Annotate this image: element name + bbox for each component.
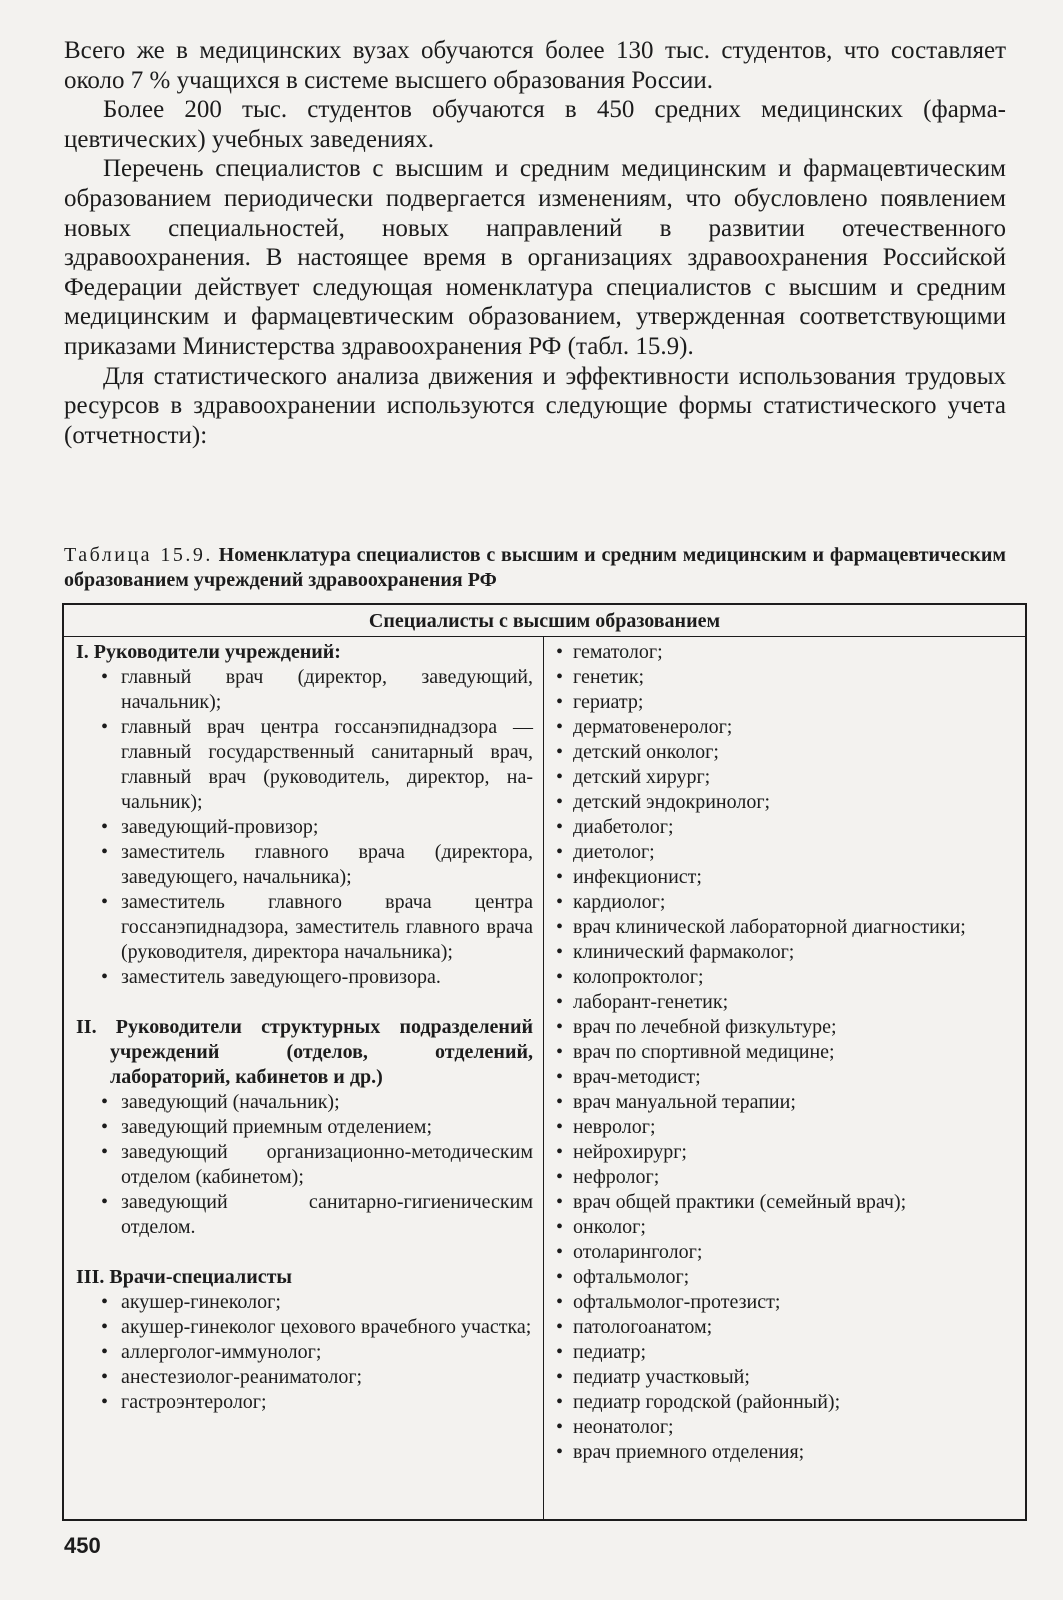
list-item: • невролог;: [556, 1115, 1017, 1140]
list-item: • нефролог;: [556, 1165, 1017, 1190]
list-item: • диетолог;: [556, 840, 1017, 865]
table-caption: [64, 543, 1006, 593]
list-item: • врач мануальной терапии;: [556, 1090, 1017, 1115]
list-item: • аллерголог-иммунолог;: [76, 1340, 533, 1365]
list-item: • заместитель главного врача (директора, заведующего, начальника);: [76, 840, 533, 890]
section-title: III. Врачи-специалисты: [76, 1266, 293, 1288]
paragraph: Для статистического анализа движения и эффективности использования трудовых ресурсов в здравоохранении используются следующие формы статистического учета (отчетности):: [64, 362, 1006, 449]
list-item: • главный врач (директор, заведующий, начальник);: [76, 665, 533, 715]
list-item: • инфекционист;: [556, 865, 1017, 890]
body-text: [64, 36, 1006, 450]
paragraph: Всего же в медицинских вузах обучаются более 130 тыс. студентов, что составляет около 7 % учащихся в системе высшего образования России.: [64, 37, 1006, 94]
table-section: [76, 1265, 533, 1415]
section-title: I. Руководители учреждений:: [76, 641, 341, 663]
section-list: [76, 1090, 533, 1240]
list-item: • офтальмолог-протезист;: [556, 1290, 1017, 1315]
list-item: • нейрохирург;: [556, 1140, 1017, 1165]
list-item: • врач клинической лабораторной диагностики;: [556, 915, 1017, 940]
list-item: • педиатр городской (районный);: [556, 1390, 1017, 1415]
list-item: • заведующий-провизор;: [76, 815, 533, 840]
list-item: • анестезиолог-реаниматолог;: [76, 1365, 533, 1390]
list-item: • патологоанатом;: [556, 1315, 1017, 1340]
list-item: • колопроктолог;: [556, 965, 1017, 990]
list-item: • дерматовенеролог;: [556, 715, 1017, 740]
list-item: • офтальмолог;: [556, 1265, 1017, 1290]
list-item: • клинический фармаколог;: [556, 940, 1017, 965]
list-item: • врач общей практики (семейный врач);: [556, 1190, 1017, 1215]
table-caption-label: Таблица 15.9.: [64, 544, 213, 566]
list-item: • детский хирург;: [556, 765, 1017, 790]
list-item: • врач-методист;: [556, 1065, 1017, 1090]
list-item: • гастроэнтеролог;: [76, 1390, 533, 1415]
table-section: [76, 640, 533, 990]
list-item: • врач приемного отделения;: [556, 1440, 1017, 1465]
table-left-column: [64, 637, 544, 1519]
list-item: • отоларинголог;: [556, 1240, 1017, 1265]
table-section: [76, 1015, 533, 1240]
list-item: • заместитель главного врача центра госсанэпиднадзора, заместитель главного врача (руководителя, директора начальника);: [76, 890, 533, 965]
list-item: • диабетолог;: [556, 815, 1017, 840]
list-item: • заведующий организационно-методическим отделом (кабинетом);: [76, 1140, 533, 1190]
list-item: • акушер-гинеколог цехового врачебного участка;: [76, 1315, 533, 1340]
paragraph: Перечень специалистов с высшим и средним медицинским и фармацевтическим образованием периодически подвергается изменениям, что обусловлено появлением новых специальностей, новых направлений в развитии отечественного здравоохранения. В настоящее время в организациях здравоохранения Российской Федерации действует следующая номенклатура специалистов с высшим и средним медицинским и фармацевтическим образованием, утвержденная соответствующими приказами Министерства здравоохранения РФ (табл. 15.9).: [64, 155, 1006, 360]
list-item: • заведующий приемным отделением;: [76, 1115, 533, 1140]
list-item: • лаборант-генетик;: [556, 990, 1017, 1015]
table-right-column: [544, 637, 1025, 1519]
list-item: • неонатолог;: [556, 1415, 1017, 1440]
list-item: • заведующий санитарно-гигиеническим отделом.: [76, 1190, 533, 1240]
list-item: • детский эндокринолог;: [556, 790, 1017, 815]
paragraph: Более 200 тыс. студентов обучаются в 450 средних медицинских (фармацевтических) учебных заведениях.: [64, 96, 1006, 153]
table-caption-title: Номенклатура специалистов с высшим и средним медицинским и фармацевтическим образованием учреждений здравоохранения РФ: [64, 544, 1006, 591]
list-item: • педиатр;: [556, 1340, 1017, 1365]
list-item: • врач по лечебной физкультуре;: [556, 1015, 1017, 1040]
section-list: [76, 665, 533, 990]
list-item: • гериатр;: [556, 690, 1017, 715]
right-column-list: [556, 640, 1017, 1465]
list-item: • главный врач центра госсанэпиднадзора — главный государственный санитарный врач, главный врач (руководитель, директор, начальник);: [76, 715, 533, 815]
list-item: • онколог;: [556, 1215, 1017, 1240]
list-item: • врач по спортивной медицине;: [556, 1040, 1017, 1065]
table-header: Специалисты с высшим образованием: [64, 605, 1025, 637]
list-item: • гематолог;: [556, 640, 1017, 665]
nomenclature-table: [62, 603, 1027, 1521]
list-item: • детский онколог;: [556, 740, 1017, 765]
section-list: [76, 1290, 533, 1415]
list-item: • кардиолог;: [556, 890, 1017, 915]
list-item: • заведующий (начальник);: [76, 1090, 533, 1115]
list-item: • генетик;: [556, 665, 1017, 690]
list-item: • акушер-гинеколог;: [76, 1290, 533, 1315]
list-item: • заместитель заведующего-провизора.: [76, 965, 533, 990]
list-item: • педиатр участковый;: [556, 1365, 1017, 1390]
page-number: 450: [64, 1533, 101, 1558]
section-title: II. Руководители структурных подразделений учреждений (отделов, отделений, лабораторий, кабинетов и др.): [76, 1016, 533, 1088]
